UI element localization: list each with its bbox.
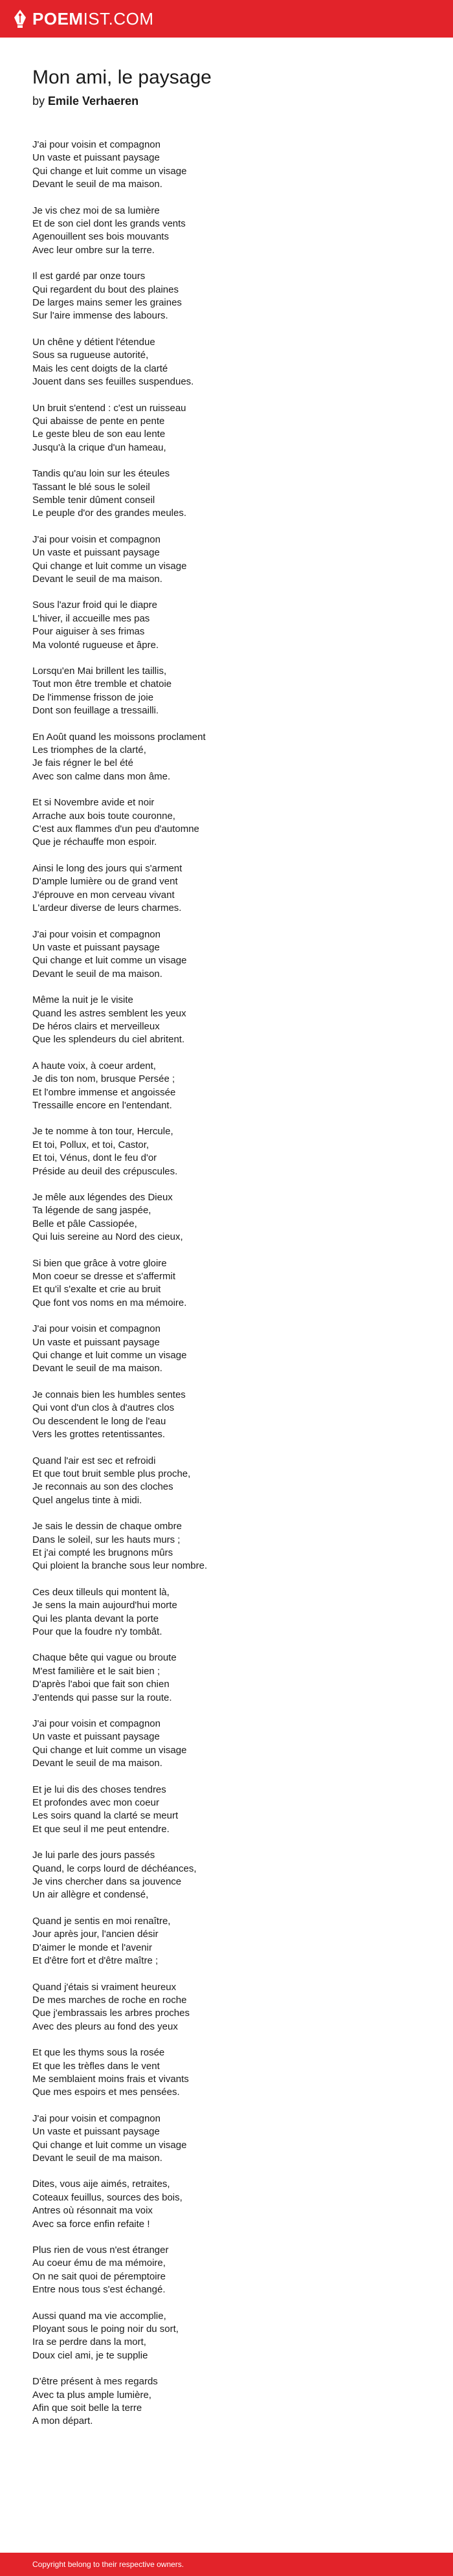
poem-line: Et j'ai compté les brugnons mûrs xyxy=(32,1547,173,1558)
poem-line: Avec des pleurs au fond des yeux xyxy=(32,2021,178,2032)
poem-line: De l'immense frisson de joie xyxy=(32,691,154,703)
poem-line: Tandis qu'au loin sur les éteules xyxy=(32,468,170,480)
poem-line: Et que les thyms sous la rosée xyxy=(32,2047,165,2059)
poem-line: Sur l'aire immense des labours. xyxy=(32,310,168,322)
poem-line: Dites, vous aije aimés, retraites, xyxy=(32,2178,170,2190)
poem-line: D'ample lumière ou de grand vent xyxy=(32,876,178,888)
poem-line: Tassant le blé sous le soleil xyxy=(32,481,150,493)
poem-line: D'après l'aboi que fait son chien xyxy=(32,1679,170,1690)
stanza xyxy=(32,205,421,258)
poem-line: Ployant sous le poing noir du sort, xyxy=(32,2324,179,2335)
poem-line: Un vaste et puissant paysage xyxy=(32,547,160,559)
poem-line: Quand les astres semblent les yeux xyxy=(32,1007,186,1019)
poem-line: M'est familière et le sait bien ; xyxy=(32,1665,160,1677)
author-link[interactable]: Emile Verhaeren xyxy=(48,95,139,107)
poem-line: C'est aux flammes d'un peu d'automne xyxy=(32,823,199,835)
poem-line: Il est gardé par onze tours xyxy=(32,271,146,282)
poem-line: De mes marches de roche en roche xyxy=(32,1994,187,2006)
poem-line: Et de son ciel dont les grands vents xyxy=(32,218,186,230)
poem-line: Le geste bleu de son eau lente xyxy=(32,429,166,440)
stanza xyxy=(32,994,421,1047)
poem-line: Sous l'azur froid qui le diapre xyxy=(32,599,157,611)
poem-line: J'éprouve en mon cerveau vivant xyxy=(32,889,175,901)
poem-line: Un vaste et puissant paysage xyxy=(32,941,160,953)
poem-line: Avec ta plus ample lumière, xyxy=(32,2389,151,2401)
stanza xyxy=(32,1520,421,1573)
poem-line: Un air allègre et condensé, xyxy=(32,1889,149,1901)
poem-line: Et profondes avec mon coeur xyxy=(32,1797,159,1809)
poem-line: Même la nuit je le visite xyxy=(32,994,133,1006)
poem-line: Quand je sentis en moi renaître, xyxy=(32,1915,171,1927)
poem-line: Antres où résonnait ma voix xyxy=(32,2205,153,2217)
poem-line: Lorsqu'en Mai brillent les taillis, xyxy=(32,666,167,677)
poem-line: Coteaux feuillus, sources des bois, xyxy=(32,2191,182,2203)
poem-line: Doux ciel ami, je te supplie xyxy=(32,2349,148,2361)
stanza xyxy=(32,1849,421,1902)
stanza xyxy=(32,1718,421,1771)
poem-line: Ta légende de sang jaspée, xyxy=(32,1205,151,1216)
poem-line: Les triomphes de la clarté, xyxy=(32,745,146,756)
stanza xyxy=(32,402,421,455)
poem-line: Devant le seuil de ma maison. xyxy=(32,1363,162,1374)
poem-line: Je te nomme à ton tour, Hercule, xyxy=(32,1126,173,1137)
pen-nib-icon xyxy=(13,9,27,28)
poem-line: Sous sa rugueuse autorité, xyxy=(32,350,149,361)
poem-line: Ma volonté rugueuse et âpre. xyxy=(32,639,159,651)
stanza xyxy=(32,2178,421,2231)
poem-line: Au coeur ému de ma mémoire, xyxy=(32,2257,166,2269)
poem-line: Avec sa force enfin refaite ! xyxy=(32,2218,150,2230)
poem-line: J'ai pour voisin et compagnon xyxy=(32,2112,160,2124)
poem-line: Un bruit s'entend : c'est un ruisseau xyxy=(32,402,186,414)
copyright-text: Copyright belong to their respective owners. xyxy=(32,2560,184,2569)
poem-line: De larges mains semer les graines xyxy=(32,297,182,309)
poem-line: Ou descendent le long de l'eau xyxy=(32,1415,166,1427)
poem-line: De héros clairs et merveilleux xyxy=(32,1020,160,1032)
poem-line: Préside au deuil des crépuscules. xyxy=(32,1165,178,1177)
poem-line: Et qu'il s'exalte et crie au bruit xyxy=(32,1284,161,1295)
footer xyxy=(0,2553,453,2576)
poem-line: L'hiver, il accueille mes pas xyxy=(32,612,150,624)
poem-line: Je mêle aux légendes des Dieux xyxy=(32,1192,173,1203)
poem-line: Et toi, Vénus, dont le feu d'or xyxy=(32,1152,157,1164)
stanza xyxy=(32,665,421,718)
stanza xyxy=(32,533,421,587)
stanza xyxy=(32,599,421,652)
stanza xyxy=(32,2112,421,2166)
poem-line: Qui vont d'un clos à d'autres clos xyxy=(32,1402,175,1414)
poem-line: Quand, le corps lourd de déchéances, xyxy=(32,1863,197,1874)
stanza xyxy=(32,1915,421,1968)
poem-line: Mon coeur se dresse et s'affermit xyxy=(32,1271,176,1282)
stanza xyxy=(32,928,421,981)
poem-line: Et que tout bruit semble plus proche, xyxy=(32,1468,191,1479)
poem-line: Un chêne y détient l'étendue xyxy=(32,336,155,348)
poem-line: Qui change et luit comme un visage xyxy=(32,560,187,572)
poem-line: A mon départ. xyxy=(32,2415,93,2427)
stanza xyxy=(32,1981,421,2034)
poem-line: Et d'être fort et d'être maître ; xyxy=(32,1955,159,1967)
poem-line: Et que seul il me peut entendre. xyxy=(32,1823,170,1835)
poem-line: Et si Novembre avide et noir xyxy=(32,797,155,809)
poem-line: Que mes espoirs et mes pensées. xyxy=(32,2087,180,2098)
poem-line: Que font vos noms en ma mémoire. xyxy=(32,1297,187,1308)
poem-title: Mon ami, le paysage xyxy=(32,67,212,88)
poem-line: Arrache aux bois toute couronne, xyxy=(32,810,175,822)
stanza xyxy=(32,1323,421,1376)
poem-line: Me semblaient moins frais et vivants xyxy=(32,2073,189,2085)
poem-line: Mais les cent doigts de la clarté xyxy=(32,363,168,374)
stanza xyxy=(32,1586,421,1639)
stanza xyxy=(32,467,421,521)
poem-line: Je fais régner le bel été xyxy=(32,757,133,769)
poem-line: Jour après jour, l'ancien désir xyxy=(32,1929,159,1940)
top-bar xyxy=(0,0,453,38)
poem-line: Et l'ombre immense et angoissée xyxy=(32,1086,176,1098)
poem-line: En Août quand les moissons proclament xyxy=(32,731,206,743)
stanza xyxy=(32,2375,421,2428)
poem-line: J'ai pour voisin et compagnon xyxy=(32,928,160,940)
poem-line: Avec son calme dans mon âme. xyxy=(32,770,171,782)
poem-line: Je vins chercher dans sa jouvence xyxy=(32,1876,182,1888)
poem-line: Tressaille encore en l'entendant. xyxy=(32,1099,172,1111)
poem-content xyxy=(32,65,421,2441)
poem-line: J'ai pour voisin et compagnon xyxy=(32,139,160,150)
poem-line: Et toi, Pollux, et toi, Castor, xyxy=(32,1139,149,1150)
poem-line: Jouent dans ses feuilles suspendues. xyxy=(32,376,194,388)
poem-line: J'ai pour voisin et compagnon xyxy=(32,1323,160,1335)
poem-line: J'ai pour voisin et compagnon xyxy=(32,1718,160,1729)
poem-line: Entre nous tous s'est échangé. xyxy=(32,2284,166,2296)
poem-line: Je lui parle des jours passés xyxy=(32,1850,155,1861)
poem-line: Qui les planta devant la porte xyxy=(32,1613,159,1624)
poem-line: Plus rien de vous n'est étranger xyxy=(32,2245,169,2256)
poem-line: Qui ploient la branche sous leur nombre. xyxy=(32,1560,208,1572)
poem-line: Un vaste et puissant paysage xyxy=(32,1336,160,1348)
poem-line: Avec leur ombre sur la terre. xyxy=(32,244,155,256)
stanza xyxy=(32,731,421,784)
site-logo-link[interactable] xyxy=(13,8,154,30)
stanza xyxy=(32,270,421,323)
poem-line: Dans le soleil, sur les hauts murs ; xyxy=(32,1534,181,1545)
poem-line: Quand l'air est sec et refroidi xyxy=(32,1455,156,1466)
poem-line: D'être présent à mes regards xyxy=(32,2376,158,2388)
stanza xyxy=(32,796,421,849)
poem-line: Chaque bête qui vague ou broute xyxy=(32,1652,177,1664)
poem-line: Le peuple d'or des grandes meules. xyxy=(32,508,187,519)
poem-line: Je connais bien les humbles sentes xyxy=(32,1389,186,1400)
poem-line: Et je lui dis des choses tendres xyxy=(32,1784,166,1795)
poem-line: Un vaste et puissant paysage xyxy=(32,2126,160,2138)
poem-line: J'entends qui passe sur la route. xyxy=(32,1692,172,1703)
stanza xyxy=(32,1060,421,1113)
poem-line: Ces deux tilleuls qui montent là, xyxy=(32,1586,170,1598)
poem-line: Belle et pâle Cassiopée, xyxy=(32,1218,137,1229)
poem-line: Je reconnais au son des cloches xyxy=(32,1481,173,1493)
poem-line: Devant le seuil de ma maison. xyxy=(32,1758,162,1769)
poem-line: On ne sait quoi de péremptoire xyxy=(32,2270,166,2282)
poem-line: Devant le seuil de ma maison. xyxy=(32,2152,162,2164)
poem-line: J'ai pour voisin et compagnon xyxy=(32,533,160,545)
stanza xyxy=(32,2310,421,2363)
poem-body xyxy=(32,139,421,2428)
brand-rest: IST.COM xyxy=(83,9,154,28)
poem-line: Qui luis sereine au Nord des cieux, xyxy=(32,1231,183,1243)
poem-line: Devant le seuil de ma maison. xyxy=(32,968,162,980)
poem-line: Qui change et luit comme un visage xyxy=(32,165,187,177)
poem-line: Qui change et luit comme un visage xyxy=(32,2139,187,2151)
stanza xyxy=(32,1784,421,1837)
poem-line: Et que les trèfles dans le vent xyxy=(32,2060,160,2072)
poem-line: Aussi quand ma vie accomplie, xyxy=(32,2310,166,2322)
poem-line: Je dis ton nom, brusque Persée ; xyxy=(32,1073,175,1085)
poem-line: Pour aiguiser à ses frimas xyxy=(32,626,145,638)
poem-line: Qui change et luit comme un visage xyxy=(32,1350,187,1361)
stanza xyxy=(32,1257,421,1310)
stanza xyxy=(32,1389,421,1442)
site-logo-text xyxy=(32,8,154,30)
poem-line: Qui change et luit comme un visage xyxy=(32,955,187,967)
poem-line: Qui change et luit comme un visage xyxy=(32,1744,187,1756)
brand-strong: POEM xyxy=(32,9,83,28)
poem-line: Que les splendeurs du ciel abritent. xyxy=(32,1034,185,1046)
stanza xyxy=(32,1455,421,1508)
poem-line: Si bien que grâce à votre gloire xyxy=(32,1257,167,1269)
stanza xyxy=(32,1125,421,1178)
poem-line: Ira se perdre dans la mort, xyxy=(32,2336,146,2348)
poem-line: L'ardeur diverse de leurs charmes. xyxy=(32,902,182,914)
stanza xyxy=(32,336,421,389)
poem-line: Vers les grottes retentissantes. xyxy=(32,1429,166,1440)
poem-line: Jusqu'à la crique d'un hameau, xyxy=(32,442,166,453)
poem-line: Je sens la main aujourd'hui morte xyxy=(32,1600,177,1611)
stanza xyxy=(32,862,421,915)
poem-line: Ainsi le long des jours qui s'arment xyxy=(32,862,182,874)
poem-line: Qui regardent du bout des plaines xyxy=(32,284,179,295)
poem-line: Agenouillent ses bois mouvants xyxy=(32,231,169,243)
poem-line: Pour que la foudre n'y tombât. xyxy=(32,1626,162,1637)
poem-line: Que j'embrassais les arbres proches xyxy=(32,2008,190,2019)
poem-line: Semble tenir dûment conseil xyxy=(32,494,155,506)
stanza xyxy=(32,1191,421,1244)
poem-line: A haute voix, à coeur ardent, xyxy=(32,1060,156,1071)
byline xyxy=(32,93,421,109)
poem-line: Qui abaisse de pente en pente xyxy=(32,415,165,427)
poem-line: Que je réchauffe mon espoir. xyxy=(32,836,157,848)
by-label: by xyxy=(32,95,45,107)
poem-line: Je vis chez moi de sa lumière xyxy=(32,205,160,216)
stanza xyxy=(32,2046,421,2100)
poem-line: Un vaste et puissant paysage xyxy=(32,152,160,164)
stanza xyxy=(32,2244,421,2297)
poem-line: Tout mon être tremble et chatoie xyxy=(32,678,172,690)
poem-line: Devant le seuil de ma maison. xyxy=(32,179,162,190)
poem-line: Afin que soit belle la terre xyxy=(32,2402,142,2414)
poem-line: Devant le seuil de ma maison. xyxy=(32,573,162,585)
poem-line: Un vaste et puissant paysage xyxy=(32,1731,160,1743)
poem-line: Dont son feuillage a tressailli. xyxy=(32,705,159,717)
poem-line: Quand j'étais si vraiment heureux xyxy=(32,1981,177,1993)
stanza xyxy=(32,1652,421,1705)
poem-line: Les soirs quand la clarté se meurt xyxy=(32,1810,179,1822)
poem-line: D'aimer le monde et l'avenir xyxy=(32,1942,152,1953)
stanza xyxy=(32,139,421,192)
poem-line: Je sais le dessin de chaque ombre xyxy=(32,1521,182,1532)
poem-line: Quel angelus tinte à midi. xyxy=(32,1494,142,1506)
